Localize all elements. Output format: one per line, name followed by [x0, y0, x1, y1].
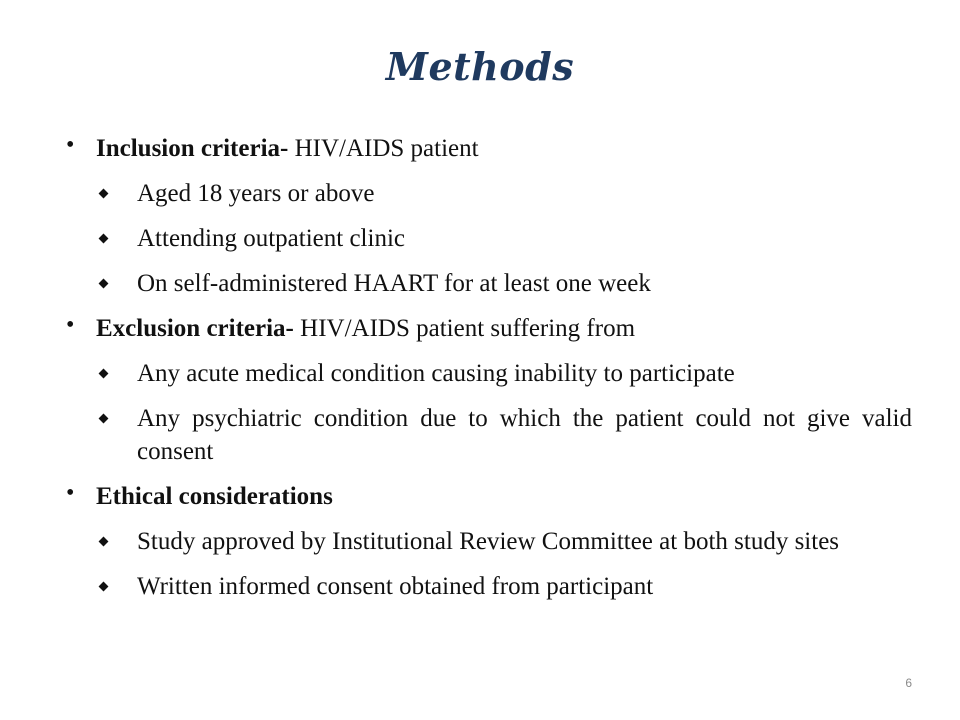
list-item: [60, 570, 912, 603]
diamond-bullet-icon: [99, 369, 109, 379]
list-item: [60, 222, 912, 255]
list-item-text: Written informed consent obtained from participant: [137, 573, 654, 600]
diamond-bullet-icon: [99, 414, 109, 424]
list-item: [60, 177, 912, 210]
list-item: [60, 267, 912, 300]
slide-content: [60, 132, 912, 615]
diamond-bullet-icon: [99, 279, 109, 289]
diamond-bullet-icon: [99, 537, 109, 547]
list-item: [60, 357, 912, 390]
section-heading: Ethical considerations: [96, 483, 333, 510]
diamond-bullet-icon: [99, 234, 109, 244]
section-inclusion: [60, 132, 912, 165]
slide-title: Methods: [385, 44, 575, 89]
list-item-text: Any acute medical condition causing inability to participate: [137, 360, 735, 387]
bullet-dot-icon: •: [66, 132, 75, 158]
list-item: [60, 402, 912, 468]
section-heading: Exclusion criteria-: [96, 315, 294, 342]
section-exclusion: [60, 312, 912, 345]
page-number: 6: [905, 676, 912, 690]
diamond-bullet-icon: [99, 582, 109, 592]
section-heading: Inclusion criteria-: [96, 135, 289, 162]
diamond-bullet-icon: [99, 189, 109, 199]
section-text: HIV/AIDS patient: [288, 135, 479, 162]
list-item-text: Study approved by Institutional Review Committee at both study sites: [137, 528, 840, 555]
list-item-text: Attending outpatient clinic: [137, 225, 405, 252]
list-item-text: Aged 18 years or above: [137, 180, 375, 207]
bullet-dot-icon: •: [66, 312, 75, 338]
list-item-text: On self-administered HAART for at least one week: [137, 270, 651, 297]
list-item-text: Any psychiatric condition due to which the patient could not give valid consent: [137, 405, 912, 465]
bullet-dot-icon: •: [66, 480, 75, 506]
section-text: HIV/AIDS patient suffering from: [293, 315, 636, 342]
section-ethical: [60, 480, 912, 513]
list-item: [60, 525, 912, 558]
